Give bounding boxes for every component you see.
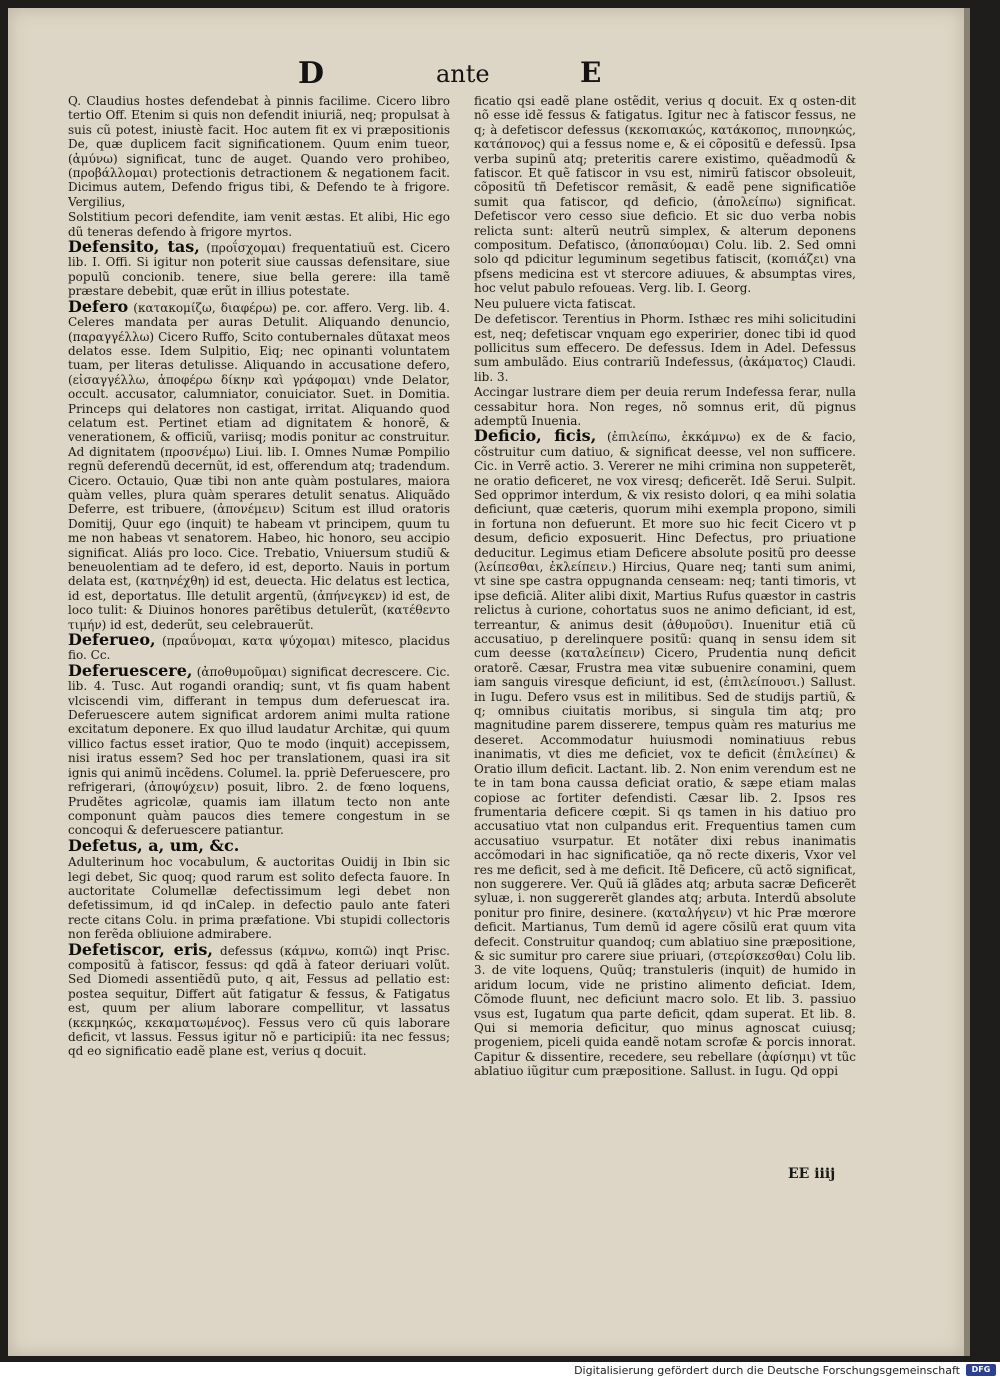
entry-headword: Deferueo, [68,630,156,650]
entry-text: (ἐπιλείπω, ἐκκάμνω) ex de & facio, cõstruitur cum datiuo, & significat deesse, vel non sufficere. Cic. in Verrẽ actio. 3. Vererer ne mihi crimina non suppeterẽt, ne oratio deficeret, ne vox viresq; deficerẽt. Idẽ Serui. Sulpit. Sed opprimor interdum, & vix resisto dolori, q ea mihi solatia deficiunt, quæ cæteris, quorum mihi exempla propono, simili in fortuna non defuerunt. Et more suo hic fecit Cicero vt p desum, deficio exposuerit. Hinc Defectus, pro priuatione deducitur. Legimus etiam Deficere absolute positũ pro deesse (λείπεσθαι, ἐκλείπειν.) Hircius, Quare neq; tanti sum animi, vt sine spe castra oppugnanda censeam: neq; tanti timoris, vt ipse deficiã. Aliter alibi dixit, Martius Rufus quæstor in castris relictus à curione, cohortatus suos ne animo deficiant, id est, terreantur, & animus desit (ἀθυμοῦσι). Inuenitur etiã cũ accusatiuo, p derelinquere positũ: quanq in sensu idem sit cum deesse (καταλείπειν) Cicero, Prudentia nunq deficit oratorẽ. Cæsar, Frustra mea vitæ subuenire conamini, quem iam sanguis viresque deficiunt, id est, (ἐπιλείπουσι.) Sallust. in Iugu. Defero vsus est in militibus. Sed de studijs partiũ, & q; omnibus ciuitatis moribus, si singula tim atq; pro magnitudine parem disserere, tempus quàm res maturius me deseret. Accommodatur huiusmodi nominatiuus rebus inanimatis, vt dies me deficiet, vox te deficit (ἐπιλείπει) & Oratio illum deficit. Lactant. lib. 2. Non enim verendum est ne te in tam bona caussa deficiat oratio, & sæpe etiam malas copiose ac fortiter defendisti. Cæsar lib. 2. Ipsos res frumentaria deficere cœpit. Si qs tamen in his datiuo pro accusatiuo vtat non culpandus erit. Frequentius tamen cum accusatiuo vsurpatur. Et notãter dixi rebus inanimatis accõmodari in hac significatiõe, qa nõ recte dixeris, Vxor vel res me deficit, sed à me deficit. Itẽ Deficere, cũ actõ significat, non suggerere. Ver. Quũ iã glãdes atq; arbuta sacræ Deficerẽt syluæ, i. non suggererẽt glandes atq; arbuta. Interdũ absolute ponitur pro finire, desinere. (καταλήγειν) vt hic Præ mœrore deficit. Martianus, Tum demũ id agere cõsilũ erat quum vita defecit. Construitur quandoq; cum ablatiuo sine præpositione, & sic sumitur pro carere siue priuari, (στερίσκεσθαι) Colu lib. 3. de vite loquens, Quũq; transtuleris (inquit) de humido in aridum locum, vide ne pristino alimento deficiat. Idem, Cõmode fluunt, nec deficiunt macro solo. Et lib. 3. passiuo vsus est, Iugatum qua parte deficit, qdam superat. Et lib. 8. Qui si memoria deficitur, quo minus agnoscat cuiusq; progeniem, piceli quida eandẽ notam scrofæ & porcis innorat. Capitur & dissentire, recedere, seu rebellare (ἀφίσημι) vt tũc ablatiuo iũgitur cum præpositione. Sallust. in Iugu. Qd oppi [474,430,856,1079]
entry-text: defessus (κάμνω, κοπιῶ) inqt Prisc. compositũ à fatiscor, fessus: qd qdã à fateor deriuari volũt. Sed Diomedi assentiẽdũ puto, q ait, Fessus ad pellatio est: postea sequitur, Differt aũt fatigatur & fessus, & Fatigatus est, quum per alium laborare compellitur, vt lassatus (κεκμηκώς, κεκαματωμένος). Fessus vero cũ quis laborare deficit, vt lassus. Fessus igitur nõ e participiũ: ita nec fessus; qd eo significatio eadẽ plane est, verius q docuit. [68,943,450,1059]
running-header [8,56,964,96]
footer-bar [0,1362,1000,1380]
dictionary-entry [68,237,450,299]
dictionary-entry [68,835,450,855]
entry-headword: Defero [68,296,129,316]
dictionary-entry [68,296,450,632]
entry-headword: Defetus, a, um, &c. [68,835,240,855]
entry-text: (πραΰνομαι, κατα ψύχομαι) mitesco, placidus fio. Cc. [68,634,450,663]
dictionary-entry [68,94,450,209]
entry-text: Accingar lustrare diem per deuia rerum Indefessa ferar, nulla cessabitur hora. Non reges, nõ somnus erit, dũ pignus ademptũ Inuenia. [474,385,856,428]
left-column [68,94,450,1164]
dfg-logo: DFG [966,1364,996,1376]
dictionary-entry [68,660,450,838]
dictionary-entry [68,855,450,941]
header-left-letter: D [298,56,325,91]
entry-text: Neu puluere victa fatiscat. [474,296,636,311]
entry-text: Q. Claudius hostes defendebat à pinnis facilime. Cicero libro tertio Off. Etenim si quis non defendit iniuriã, neq; propulsat à suis cũ potest, iniustè facit. Hoc autem fit ex vi præpositionis De, quæ duplicem facit significationem. Quum enim tueor, (ἀμύνω) significat, tunc de auget. Quando vero prohibeo, (προβάλλομαι) protectionis detractionem & negationem facit. Dicimus autem, Defendo frigus tibi, & Defendo te à frigore. Vergilius, [68,94,450,209]
entry-text: Adulterinum hoc vocabulum, & auctoritas Ouidij in Ibin sic legi debet, Sic quoq; quod rarum est solito defecta fauore. In auctoritate Columellæ defectissimum legi debet non defetissimum, id qd inCalep. in defectio paulo ante fateri recte citans Colu. in prima præfatione. Vbi stupidi collectoris non ferẽda obliuione admirabere. [68,855,450,942]
dictionary-entry [474,297,856,311]
header-right-letter: E [580,56,602,89]
signature-mark: EE iiij [788,1166,836,1182]
entry-text: (κατακομίζω, διαφέρω) pe. cor. affero. Verg. lib. 4. Celeres mandata per auras Detulit. Aliquando denuncio, (παραγγέλλω) Cicero Ruffo, Scito contubernales dũtaxat meos delatos esse. Idem Sulpitio, Eiq; nec opinanti voluntatem tuam, per literas detulisse. Aliquando in accusatione defero, (εἰσαγγέλλω, ἀποφέρω δίκην καὶ γράφομαι) vnde Delator, occult. accusator, calumniator, conuiciator. Suet. in Domitia. Princeps qui delatores non castigat, irritat. Aliquando quod celatum est. Pertinet etiam ad dignitatem & honorẽ, & venerationem, & officiũ, variisq; modis ponitur ac construitur. Ad dignitatem (προσνέμω) Liui. lib. I. Omnes Numæ Pompilio regnũ deferendũ decernũt, id est, offerendum atq; tradendum. Cicero. Octauio, Quæ tibi non ante quàm postulares, maiora quàm velles, plura quàm sperares detulit senatus. Aliquãdo Deferre, est tribuere, (ἀπονέμειν) Scitum est illud oratoris Domitij, Quur ego (inquit) te habeam vt principem, quum tu me non habeas vt senatorem. Habeo, hic honoro, seu accipio significat. Aliás pro loco. Cice. Trebatio, Vniuersum studiũ & beneuolentiam ad te defero, id est, deporto. Nauis in portum delata est, (κατηνέχθη) id est, deuecta. Hic delatus est lectica, id est, deportatus. Ille detulit argentũ, (ἀπήνεγκεν) id est, de loco tulit: & Diuinos honores parẽtibus detulerũt, (κατέθεντο τιμήν) id est, dederũt, seu celebrauerũt. [68,300,450,632]
entry-text: (ἀποθυμοῦμαι) significat decrescere. Cic. lib. 4. Tusc. Aut rogandi orandiq; sunt, vt fis quam habent vlciscendi vim, differant in tempus dum deferuescat ira. Deferuescere autem significat ardorem animi multa ratione excitatum deponere. Ex quo illud laudatur Architæ, qui quum villico factus esset iratior, Quo te modo (inquit) accepissem, nisi iratus essem? Sed hoc per translationem, quasi ira sit ignis qui animũ incẽdens. Columel. la. ppriè Deferuescere, pro refrigerari, (ἀποψύχειν) posuit, libro. 2. de fœno loquens, Prudẽtes agricolæ, quamis iam illatum tecto non ante componunt quàm paucos dies temere congestum in se concoqui & deferuescere patiantur. [68,664,450,838]
dictionary-entry [474,385,856,428]
entry-text: ficatio qsi eadẽ plane ostẽdit, verius q docuit. Ex q osten-dit nõ esse idẽ fessus & fatigatus. Igitur nec à fatiscor fessus, ne q; à defetiscor defessus (κεκοπιακώς, κατάκοπος, πιπονηκώς, κατάπονος) qui a fessus nome e, & ei cõpositũ e defessũ. Ipsa verba supinũ atq; preteritis carere existimo, quẽadmodũ & fatiscor. Et quẽ fatiscor in vsu est, nimirũ fatiscor obsoleuit, cõpositũ tñ Defetiscor remãsit, & eadẽ pene significatiõe sumit qua fatiscor, qd deficio, (ἀπολείπω) significat. Defetiscor vero cesso siue deficio. Et sic duo verba nobis relicta sunt: alterũ neutrũ simplex, & alterum deponens compositum. Defatisco, (ἀποπαύομαι) Colu. lib. 2. Sed omni solo qd pdicitur leguminum segetibus fatiscit, (κοπιάζει) vna pfsens medicina est vt stercore adiuues, & absumptas vires, hoc velut pabulo refoueas. Verg. lib. I. Georg. [474,94,856,296]
dictionary-entry [474,426,856,1079]
right-column [474,94,856,1164]
dictionary-entry [474,94,856,296]
dictionary-entry [68,630,450,663]
entry-text: Solstitium pecori defendite, iam venit æstas. Et alibi, Hic ego dũ teneras defendo à frigore myrtos. [68,210,450,239]
funding-credit: Digitalisierung gefördert durch die Deutsche Forschungsgemeinschaft [574,1364,960,1377]
page-edge [964,8,970,1356]
entry-headword: Defensito, tas, [68,237,200,257]
dictionary-entry [68,210,450,239]
dictionary-entry [474,312,856,384]
entry-text: (προΐσχομαι) frequentatiuũ est. Cicero lib. I. Offi. Si igitur non poterit siue caussas defensitare, siue populũ concionib. tenere, siue bella gerere: illa tamẽ præstare debebit, quæ erũt in illius potestate. [68,241,450,299]
book-page [8,8,964,1356]
header-catchword: ante [436,60,490,88]
entry-text: De defetiscor. Terentius in Phorm. Isthæc res mihi solicitudini est, neq; defetiscar vnquam ego experirier, donec tibi id quod pollicitus sum effecero. De defessus. Idem in Adel. Defessus sum ambulãdo. Eius contrariũ Indefessus, (ἀκάματος) Claudi. lib. 3. [474,312,856,384]
dictionary-entry [68,939,450,1059]
entry-headword: Deficio, ficis, [474,426,597,446]
entry-headword: Defetiscor, eris, [68,939,213,959]
entry-headword: Deferuescere, [68,660,193,680]
